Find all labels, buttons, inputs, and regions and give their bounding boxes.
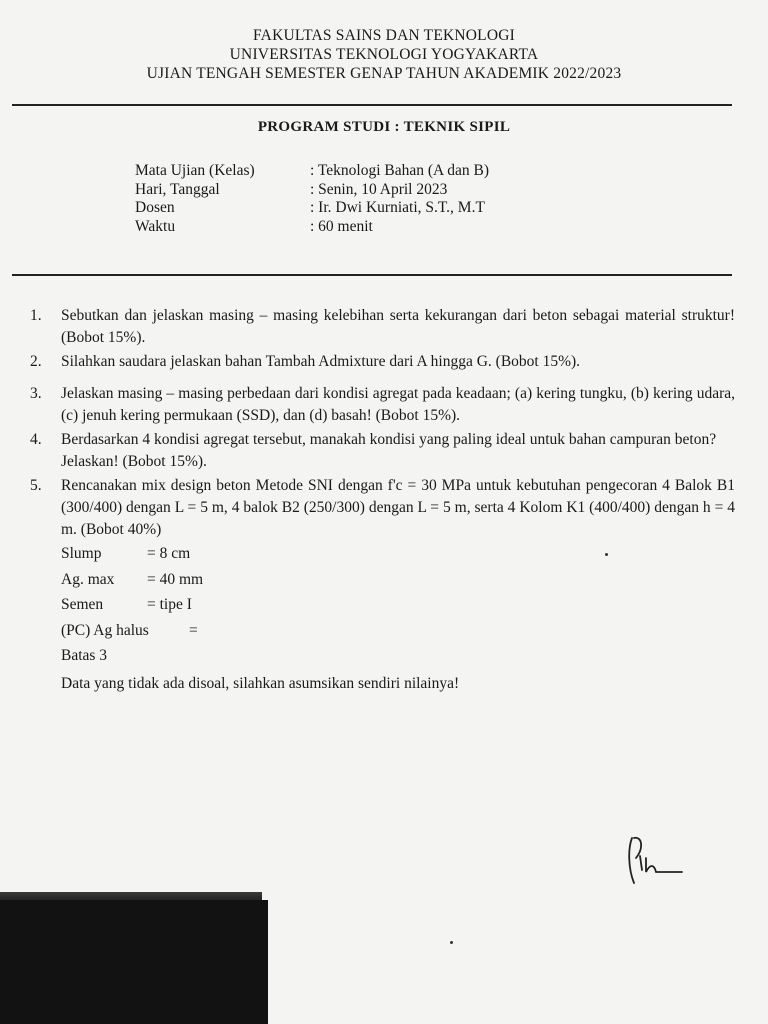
question-list — [30, 305, 735, 695]
parameter-row — [61, 543, 735, 569]
question-number: 3. — [30, 385, 42, 402]
document-header — [0, 26, 768, 83]
parameter-value: = — [189, 621, 198, 639]
question-number: 1. — [30, 307, 42, 324]
question-item — [30, 429, 735, 473]
mix-parameters — [61, 543, 735, 695]
faculty-name: FAKULTAS SAINS DAN TEKNOLOGI — [253, 27, 515, 44]
info-value: : Senin, 10 April 2023 — [310, 180, 448, 198]
parameter-label: Slump — [61, 545, 102, 562]
info-label: Hari, Tanggal — [135, 180, 220, 198]
question-item — [30, 383, 735, 427]
parameter-value: = tipe I — [147, 596, 192, 613]
parameter-label: Ag. max — [61, 570, 115, 588]
speck — [605, 553, 608, 556]
question-item — [30, 475, 735, 541]
parameter-row — [61, 645, 735, 671]
parameter-row — [61, 620, 735, 646]
signature-mark — [620, 828, 690, 890]
parameter-label: Batas 3 — [61, 647, 108, 664]
info-value: : 60 menit — [310, 217, 373, 235]
assumption-note: Data yang tidak ada disoal, silahkan asumsikan sendiri nilainya! — [61, 674, 460, 692]
info-value: : Teknologi Bahan (A dan B) — [310, 162, 490, 179]
info-divider — [12, 274, 732, 276]
header-divider — [12, 104, 732, 106]
parameter-row — [61, 594, 735, 620]
question-text: Sebutkan dan jelaskan masing – masing kelebihan serta kekurangan dari beton sebagai material struktur! (Bobot 15%). — [61, 307, 735, 346]
parameter-value: = 40 mm — [147, 570, 204, 588]
question-text: Jelaskan masing – masing perbedaan dari kondisi agregat pada keadaan; (a) kering tungku, (b) kering udara, (c) jenuh kering permukaan (SSD), dan (d) basah! (Bobot 15%). — [61, 385, 735, 424]
question-number: 5. — [30, 477, 42, 494]
exam-info-row — [135, 181, 489, 200]
parameter-label: (PC) Ag halus — [61, 621, 149, 639]
speck — [450, 941, 453, 944]
university-name: UNIVERSITAS TEKNOLOGI YOGYAKARTA — [229, 46, 539, 63]
question-item — [30, 351, 735, 373]
info-value: : Ir. Dwi Kurniati, S.T., M.T — [310, 199, 485, 216]
question-text: Berdasarkan 4 kondisi agregat tersebut, manakah kondisi yang paling ideal untuk bahan campuran beton? Jelaskan! (Bobot 15%). — [61, 431, 717, 470]
question-text: Silahkan saudara jelaskan bahan Tambah Admixture dari A hingga G. (Bobot 15%). — [61, 353, 581, 370]
question-item — [30, 305, 735, 349]
info-label: Waktu — [135, 217, 176, 235]
parameter-row — [61, 569, 735, 595]
dark-occlusion — [0, 900, 268, 1024]
question-number: 2. — [30, 353, 42, 370]
question-text: Rencanakan mix design beton Metode SNI dengan f'c = 30 MPa untuk kebutuhan pengecoran 4 Balok B1 (300/400) dengan L = 5 m, 4 balok B2 (250/300) dengan L = 5 m, serta 4 Kolom K1 (400/400) dengan h = 4 m. (Bobot 40%) — [61, 477, 735, 538]
exam-info-row — [135, 218, 489, 237]
info-label: Mata Ujian (Kelas) — [135, 162, 255, 179]
parameter-label: Semen — [61, 596, 104, 613]
exam-title: UJIAN TENGAH SEMESTER GENAP TAHUN AKADEMIK 2022/2023 — [146, 65, 622, 82]
info-label: Dosen — [135, 199, 175, 216]
question-number: 4. — [30, 431, 42, 448]
parameter-value: = 8 cm — [147, 545, 191, 562]
program-title: PROGRAM STUDI : TEKNIK SIPIL — [257, 119, 511, 135]
exam-info-row — [135, 199, 489, 218]
exam-info — [135, 162, 489, 236]
exam-info-row — [135, 162, 489, 181]
